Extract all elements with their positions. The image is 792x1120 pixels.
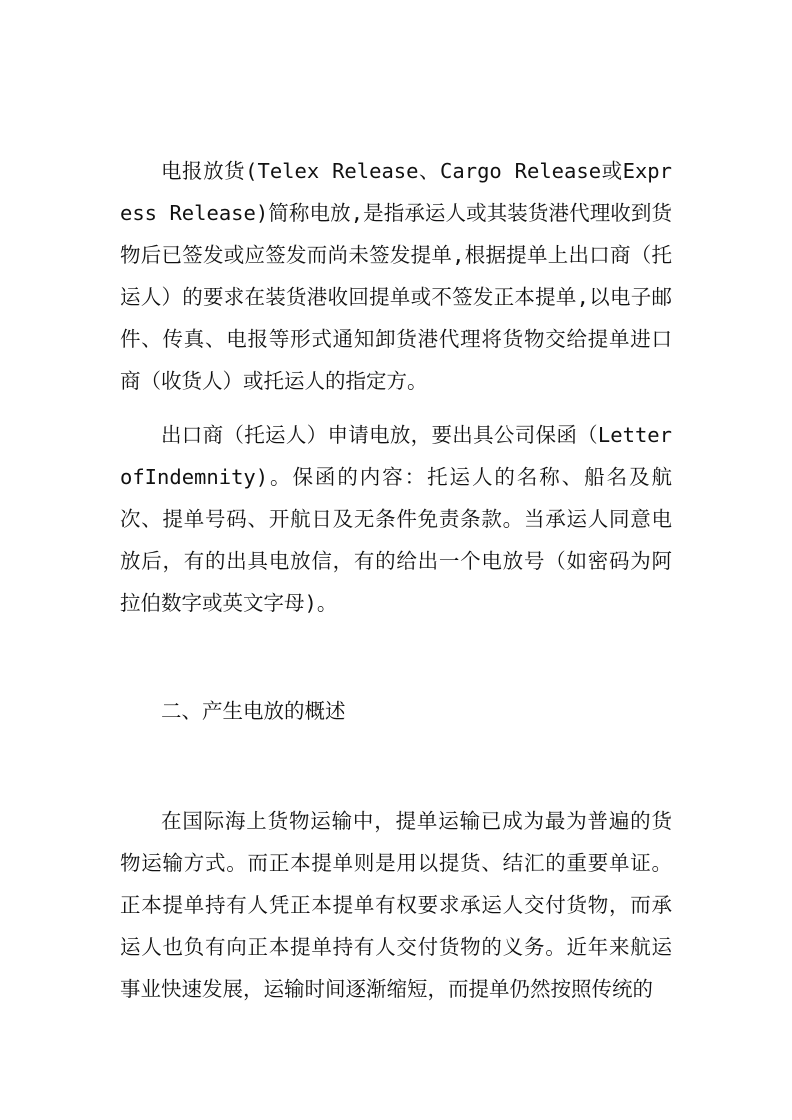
paragraph-section-overview: 在国际海上货物运输中，提单运输已成为最为普遍的货物运输方式。而正本提单则是用以提货、结汇的重要单证。正本提单持有人凭正本提单有权要求承运人交付货物，而承运人也负有向正本提单持有人交付货物的义务。近年来航运事业快速发展，运输时间逐渐缩短，而提单仍然按照传统的 bbox=[120, 809, 672, 1001]
section-heading: 二、产生电放的概述 bbox=[161, 699, 346, 723]
paragraph-telex-release-application: 出口商（托运人）申请电放，要出具公司保函（Letter ofIndemnity)。保函的内容：托运人的名称、船名及航次、提单号码、开航日及无条件免责条款。当承运人同意电放后，有的出具电放信，有的给出一个电放号（如密码为阿拉伯数字或英文字母)。 bbox=[120, 423, 672, 615]
paragraph-telex-release-definition: 电报放货(Telex Release、Cargo Release或Express Release)简称电放,是指承运人或其装货港代理收到货物后已签发或应签发而尚未签发提单,根据提单上出口商（托运人）的要求在装货港收回提单或不签发正本提单,以电子邮件、传真、电报等形式通知卸货港代理将货物交给提单进口商（收货人）或托运人的指定方。 bbox=[120, 159, 672, 393]
